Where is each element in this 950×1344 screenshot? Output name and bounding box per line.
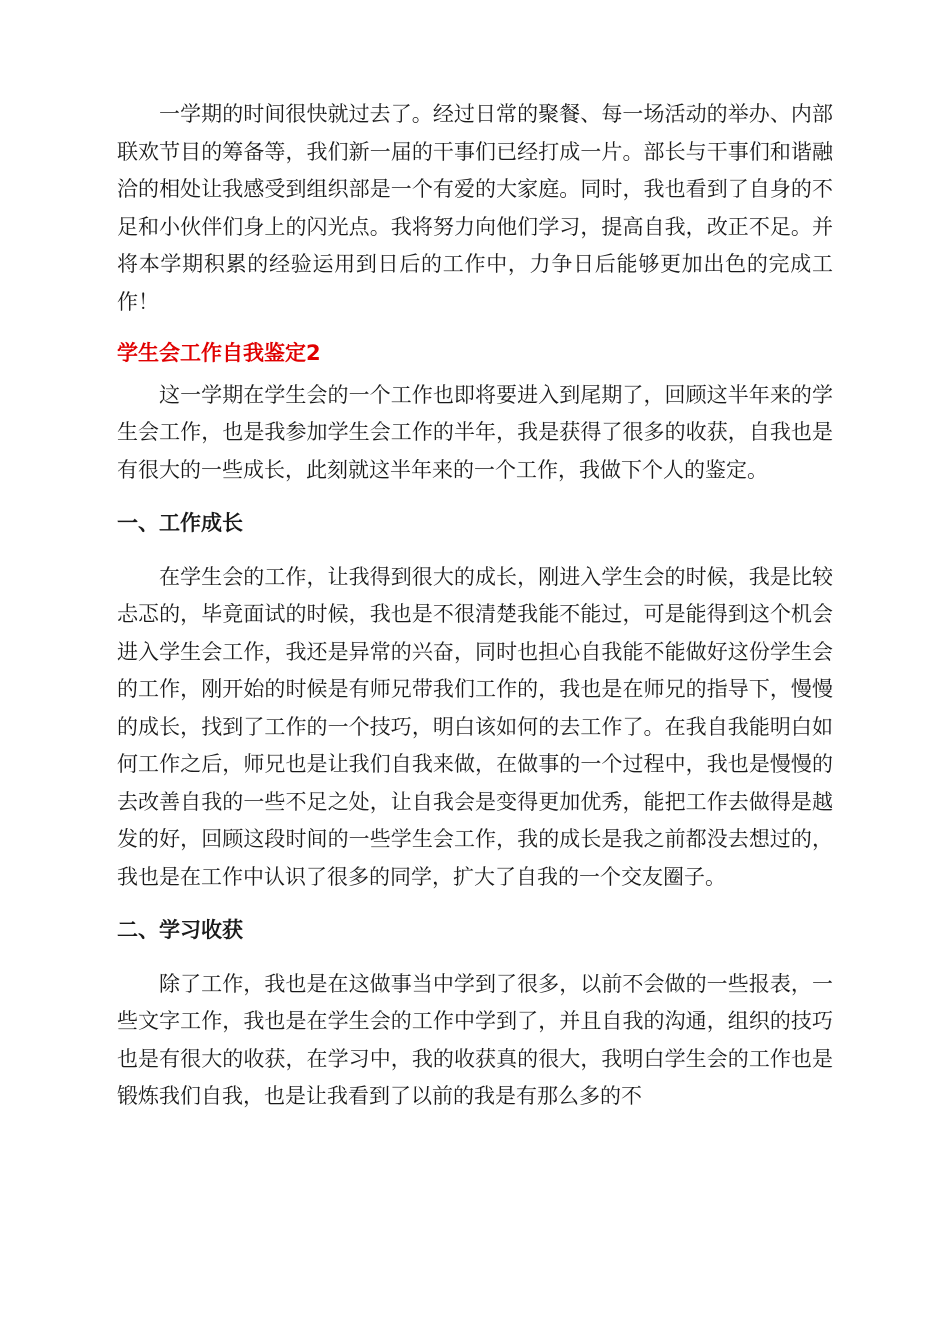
document-page: [117, 96, 833, 1116]
document-heading: 学生会工作自我鉴定2: [117, 341, 321, 365]
spacer: [117, 896, 833, 912]
paragraph-work-growth: 在学生会的工作，让我得到很大的成长，刚进入学生会的时候，我是比较忐忑的，毕竟面试的时候，我也是不很清楚我能不能过，可是能得到这个机会进入学生会工作，我还是异常的兴奋，同时也担心自我能不能做好这份学生会的工作，刚开始的时候是有师兄带我们工作的，我也是在师兄的指导下，慢慢的成长，找到了工作的一个技巧，明白该如何的去工作了。在我自我能明白如何工作之后，师兄也是让我们自我来做，在做事的一个过程中，我也是慢慢的去改善自我的一些不足之处，让自我会是变得更加优秀，能把工作去做得是越发的好，回顾这段时间的一些学生会工作，我的成长是我之前都没去想过的，我也是在工作中认识了很多的同学，扩大了自我的一个交友圈子。: [117, 564, 833, 889]
section-heading-learning: 二、学习收获: [117, 918, 243, 942]
spacer: [117, 489, 833, 505]
spacer: [117, 321, 833, 335]
spacer: [117, 950, 833, 966]
paragraph-learning: 除了工作，我也是在这做事当中学到了很多，以前不会做的一些报表，一些文字工作，我也是在学生会的工作中学到了，并且自我的沟通，组织的技巧也是有很大的收获，在学习中，我的收获真的很大，我明白学生会的工作也是锻炼我们自我，也是让我看到了以前的我是有那么多的不: [117, 971, 833, 1108]
section-heading-work-growth: 一、工作成长: [117, 511, 243, 535]
paragraph-overview: 这一学期在学生会的一个工作也即将要进入到尾期了，回顾这半年来的学生会工作，也是我参加学生会工作的半年，我是获得了很多的收获，自我也是有很大的一些成长，此刻就这半年来的一个工作，我做下个人的鉴定。: [117, 382, 833, 482]
spacer: [117, 543, 833, 559]
paragraph-intro: 一学期的时间很快就过去了。经过日常的聚餐、每一场活动的举办、内部联欢节目的筹备等，我们新一届的干事们已经打成一片。部长与干事们和谐融洽的相处让我感受到组织部是一个有爱的大家庭。同时，我也看到了自身的不足和小伙伴们身上的闪光点。我将努力向他们学习，提高自我，改正不足。并将本学期积累的经验运用到日后的工作中，力争日后能够更加出色的完成工作！: [117, 102, 833, 314]
